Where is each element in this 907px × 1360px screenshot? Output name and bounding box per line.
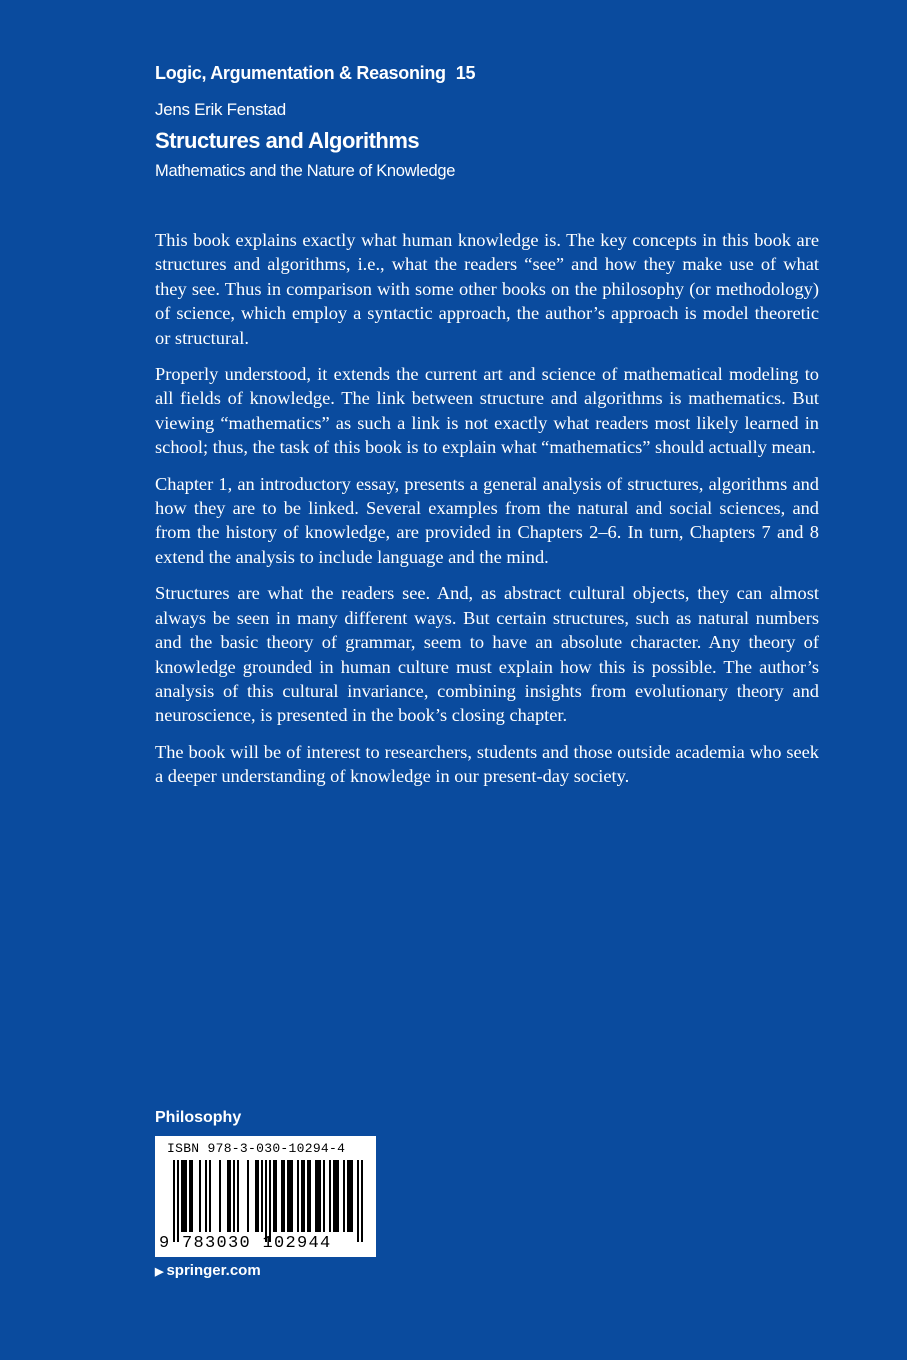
isbn-barcode <box>155 1136 376 1257</box>
barcode-bar <box>183 1160 185 1232</box>
barcode-bar <box>255 1160 257 1232</box>
barcode-bar <box>265 1160 267 1242</box>
barcode-bar <box>229 1160 231 1232</box>
barcode-bar <box>287 1160 289 1232</box>
barcode-bar <box>315 1160 317 1232</box>
barcode-bar <box>301 1160 303 1232</box>
publisher-url: springer.com <box>166 1262 261 1279</box>
barcode-bar <box>309 1160 311 1232</box>
barcode-bar <box>177 1160 179 1242</box>
barcode-bar <box>191 1160 193 1232</box>
barcode-bar <box>333 1160 335 1232</box>
series-heading <box>155 63 475 84</box>
book-subtitle: Mathematics and the Nature of Knowledge <box>155 162 456 180</box>
arrow-right-icon: ▶ <box>155 1266 164 1278</box>
barcode-bar <box>323 1160 325 1232</box>
blurb <box>155 228 819 801</box>
barcode-bar <box>189 1160 191 1232</box>
barcode-bar <box>261 1160 263 1232</box>
barcode-bar <box>329 1160 331 1232</box>
barcode-bar <box>247 1160 249 1232</box>
blurb-paragraph: Chapter 1, an introductory essay, presents a general analysis of structures, algorithms and how they are to be linked. Several examples from the natural and social sciences, and from the history of knowledge, are provided in Chapters 2–6. In turn, Chapters 7 and 8 extend the analysis to include language and the mind. <box>155 473 819 567</box>
barcode-bar <box>337 1160 339 1232</box>
barcode-bar <box>361 1160 363 1242</box>
barcode-bar <box>205 1160 207 1232</box>
barcode-bar <box>303 1160 305 1232</box>
barcode-bar <box>275 1160 277 1232</box>
barcode-bar <box>227 1160 229 1232</box>
barcode-bar <box>335 1160 337 1232</box>
blurb-paragraph: The book will be of interest to researchers, students and those outside academia who seek a deeper understanding of knowledge in our present-day society. <box>155 741 819 787</box>
barcode-bar <box>291 1160 293 1232</box>
barcode-bar <box>273 1160 275 1232</box>
blurb-paragraph: This book explains exactly what human knowledge is. The key concepts in this book are structures and algorithms, i.e., what the readers “see” and how they make use of what they see. Thus in comparison with some other books on the philosophy (or methodology) of science, which employ a syntactic approach, the author’s approach is model theoretic or structural. <box>155 230 819 348</box>
ean-digits: 9 783030 102944 <box>159 1234 332 1253</box>
barcode-bar <box>209 1160 211 1232</box>
barcode-bar <box>199 1160 201 1232</box>
isbn-label: ISBN 978-3-030-10294-4 <box>167 1141 346 1156</box>
barcode-bar <box>297 1160 299 1232</box>
blurb-paragraph: Properly understood, it extends the current art and science of mathematical modeling to all fields of knowledge. The link between structure and algorithms is mathematics. But viewing “mathematics” as such a link is not exactly what readers most likely learned in school; thus, the task of this book is to explain what “mathematics” should actually mean. <box>155 364 819 458</box>
barcode-bar <box>181 1160 183 1232</box>
barcode-bar <box>307 1160 309 1232</box>
barcode-bar <box>173 1160 175 1242</box>
author-name: Jens Erik Fenstad <box>155 100 286 119</box>
barcode-bar <box>269 1160 271 1242</box>
barcode-bar <box>289 1160 291 1232</box>
barcode-bar <box>281 1160 283 1232</box>
barcode-bar <box>185 1160 187 1232</box>
barcode-bar <box>257 1160 259 1232</box>
barcode-bar <box>351 1160 353 1232</box>
barcode-bar <box>317 1160 319 1232</box>
series-name: Logic, Argumentation & Reasoning <box>155 63 446 83</box>
barcode-bar <box>349 1160 351 1232</box>
barcode-bar <box>343 1160 345 1232</box>
barcode-bar <box>219 1160 221 1232</box>
barcode-bar <box>347 1160 349 1232</box>
barcode-bar <box>319 1160 321 1232</box>
barcode-bar <box>283 1160 285 1232</box>
barcode-bar <box>237 1160 239 1232</box>
blurb-paragraph: Structures are what the readers see. And, as abstract cultural objects, they can almost always be seen in many different ways. But certain structures, such as natural numbers and the basic theory of grammar, seem to have an absolute character. Any theory of knowledge grounded in human culture must explain how this is possible. The author’s analysis of this cultural invariance, combining insights from evolutionary theory and neuroscience, is presented in the book’s closing chapter. <box>155 583 819 726</box>
series-volume: 15 <box>455 63 476 83</box>
subject-category: Philosophy <box>155 1109 242 1126</box>
barcode-bar <box>357 1160 359 1242</box>
book-title: Structures and Algorithms <box>155 128 420 153</box>
barcode-bar <box>233 1160 235 1232</box>
publisher-link[interactable] <box>155 1262 261 1279</box>
